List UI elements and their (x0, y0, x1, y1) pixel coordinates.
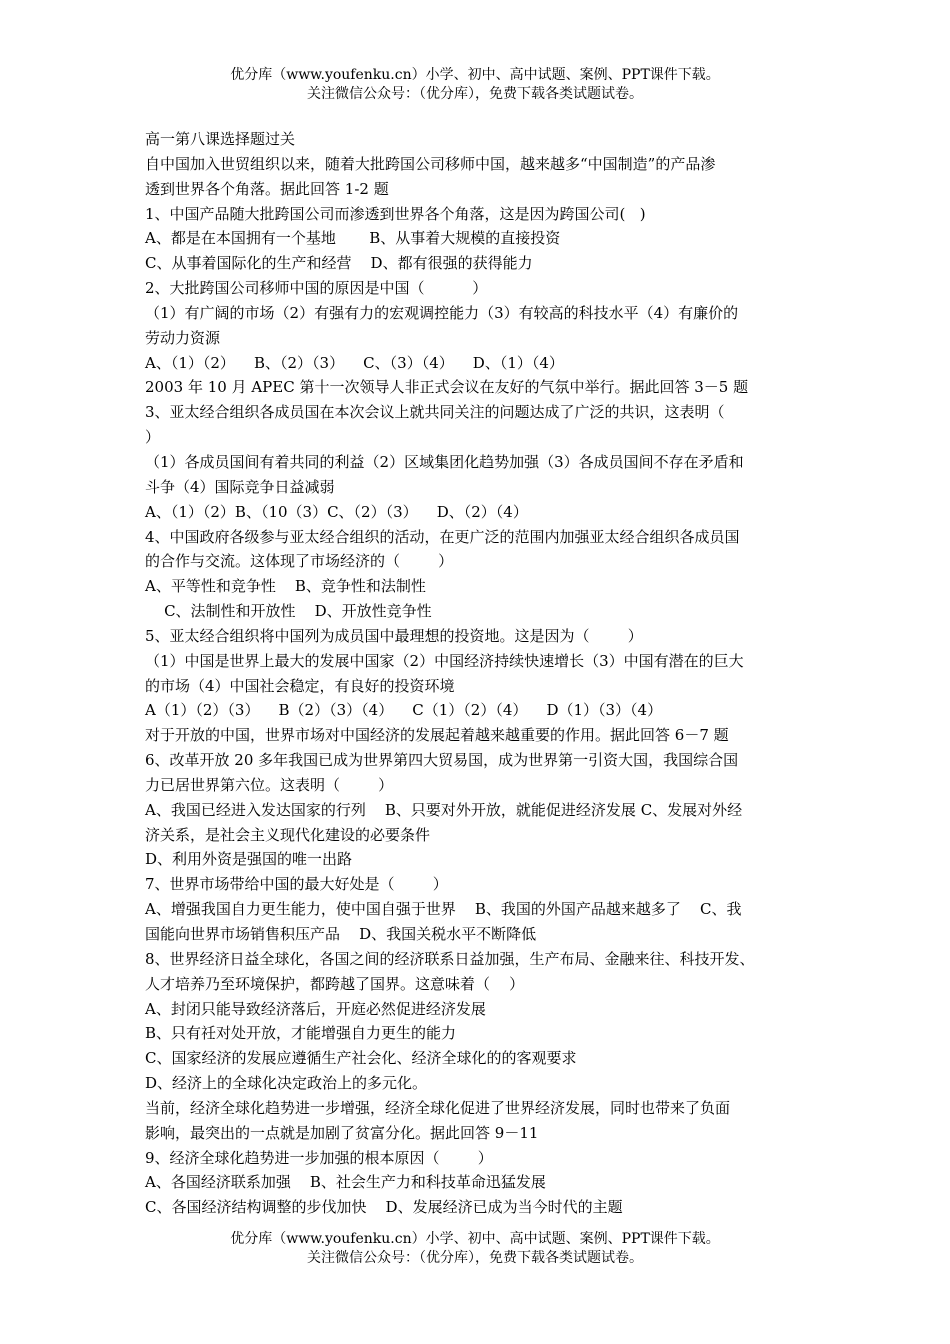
footer-line-1: 优分库（www.youfenku.cn）小学、初中、高中试题、案例、PPT课件下载。 (230, 1231, 720, 1247)
text-line: A（1）（2）（3） B（2）（3）（4） C（1）（2）（4） D（1）（3）（4） (145, 701, 663, 720)
text-line: D、经济上的全球化决定政治上的多元化。 (145, 1074, 428, 1093)
text-line: 2、大批跨国公司移师中国的原因是中国（ ） (145, 279, 488, 298)
text-line: 的市场（4）中国社会稳定，有良好的投资环境 (145, 676, 455, 695)
page-footer (0, 1230, 950, 1268)
text-line: A、增强我国自力更生能力，使中国自强于世界 B、我国的外国产品越来越多了 C、我 (145, 900, 742, 919)
text-line: A、都是在本国拥有一个基地 B、从事着大规模的直接投资 (145, 229, 561, 248)
text-line: C、从事着国际化的生产和经营 D、都有很强的获得能力 (145, 254, 533, 273)
text-line: 的合作与交流。这体现了市场经济的（ ） (145, 552, 454, 571)
header-line-2: 关注微信公众号：（优分库），免费下载各类试题试卷。 (307, 86, 643, 102)
text-line: （1）有广阔的市场（2）有强有力的宏观调控能力（3）有较高的科技水平（4）有廉价的 (145, 303, 739, 322)
text-line: 2003 年 10 月 APEC 第十一次领导人非正式会议在友好的气氛中举行。据此回答 3－5 题 (145, 378, 749, 397)
text-line: A、平等性和竞争性 B、竞争性和法制性 (145, 577, 426, 596)
text-line: 劳动力资源 (145, 328, 221, 347)
text-line: D、利用外资是强国的唯一出路 (145, 850, 353, 869)
text-line: A、封闭只能导致经济落后，开庭必然促进经济发展 (145, 999, 486, 1018)
text-line: 7、世界市场带给中国的最大好处是（ ） (145, 875, 448, 894)
text-line: 影响，最突出的一点就是加剧了贫富分化。据此回答 9－11 (145, 1123, 539, 1142)
text-line: 9、经济全球化趋势进一步加强的根本原因（ ） (145, 1148, 493, 1167)
text-line: 人才培养乃至环境保护，都跨越了国界。这意味着（ ） (145, 974, 525, 993)
document-body (145, 127, 825, 1220)
text-line: 斗争（4）国际竞争日益减弱 (145, 477, 335, 496)
text-line: A、（1）（2）B、（10（3）C、（2）（3） D、（2）（4） (145, 502, 528, 521)
header-line-1: 优分库（www.youfenku.cn）小学、初中、高中试题、案例、PPT课件下载。 (230, 67, 720, 83)
text-line: （1）各成员国间有着共同的利益（2）区域集团化趋势加强（3）各成员国间不存在矛盾和 (145, 452, 744, 471)
text-line: 1、中国产品随大批跨国公司而渗透到世界各个角落，这是因为跨国公司( ) (145, 204, 646, 223)
text-line: 6、改革开放 20 多年我国已成为世界第四大贸易国，成为世界第一引资大国，我国综合国 (145, 751, 739, 770)
text-line: B、只有祍对处开放，才能增强自力更生的能力 (145, 1024, 457, 1043)
text-line: A、各国经济联系加强 B、社会生产力和科技革命迅猛发展 (145, 1173, 546, 1192)
text-line: （1）中国是世界上最大的发展中国家（2）中国经济持续快速增长（3）中国有潜在的巨大 (145, 651, 744, 670)
text-line: A、（1）（2） B、（2）（3） C、（3）（4） D、（1）（4） (145, 353, 564, 372)
text-line: 济关系，是社会主义现代化建设的必要条件 (145, 825, 431, 844)
text-line: 力已居世界第六位。这表明（ ） (145, 775, 394, 794)
text-line: 4、中国政府各级参与亚太经合组织的活动，在更广泛的范围内加强亚太经合组织各成员国 (145, 527, 740, 546)
footer-line-2: 关注微信公众号：（优分库），免费下载各类试题试卷。 (307, 1250, 643, 1266)
text-line: 当前，经济全球化趋势进一步增强，经济全球化促进了世界经济发展，同时也带来了负面 (145, 1098, 731, 1117)
text-line: 5、亚太经合组织将中国列为成员国中最理想的投资地。这是因为（ ） (145, 626, 643, 645)
text-line: 高一第八课选择题过关 (145, 130, 296, 148)
text-line: 3、亚太经合组织各成员国在本次会议上就共同关注的问题达成了广泛的共识，这表明（ (145, 403, 725, 422)
text-line: 国能向世界市场销售积压产品 D、我国关税水平不断降低 (145, 925, 537, 943)
text-line: 8、世界经济日益全球化，各国之间的经济联系日益加强，生产布局、金融来往、科技开发、 (145, 949, 755, 968)
text-line: 透到世界各个角落。据此回答 1-2 题 (145, 179, 389, 198)
text-line: C、法制性和开放性 D、开放性竞争性 (145, 602, 432, 621)
text-line: C、各国经济结构调整的步伐加快 D、发展经济已成为当今时代的主题 (145, 1198, 623, 1217)
page-header (0, 66, 950, 104)
text-line: 对于开放的中国，世界市场对中国经济的发展起着越来越重要的作用。据此回答 6－7 题 (145, 726, 729, 745)
text-line: A、我国已经进入发达国家的行列 B、只要对外开放，就能促进经济发展 C、发展对外经 (145, 800, 743, 819)
text-line: ） (145, 428, 161, 447)
text-line: 自中国加入世贸组织以来，随着大批跨国公司移师中国，越来越多“中国制造”的产品渗 (145, 154, 716, 173)
text-line: C、国家经济的发展应遵循生产社会化、经济全球化的的客观要求 (145, 1049, 577, 1068)
